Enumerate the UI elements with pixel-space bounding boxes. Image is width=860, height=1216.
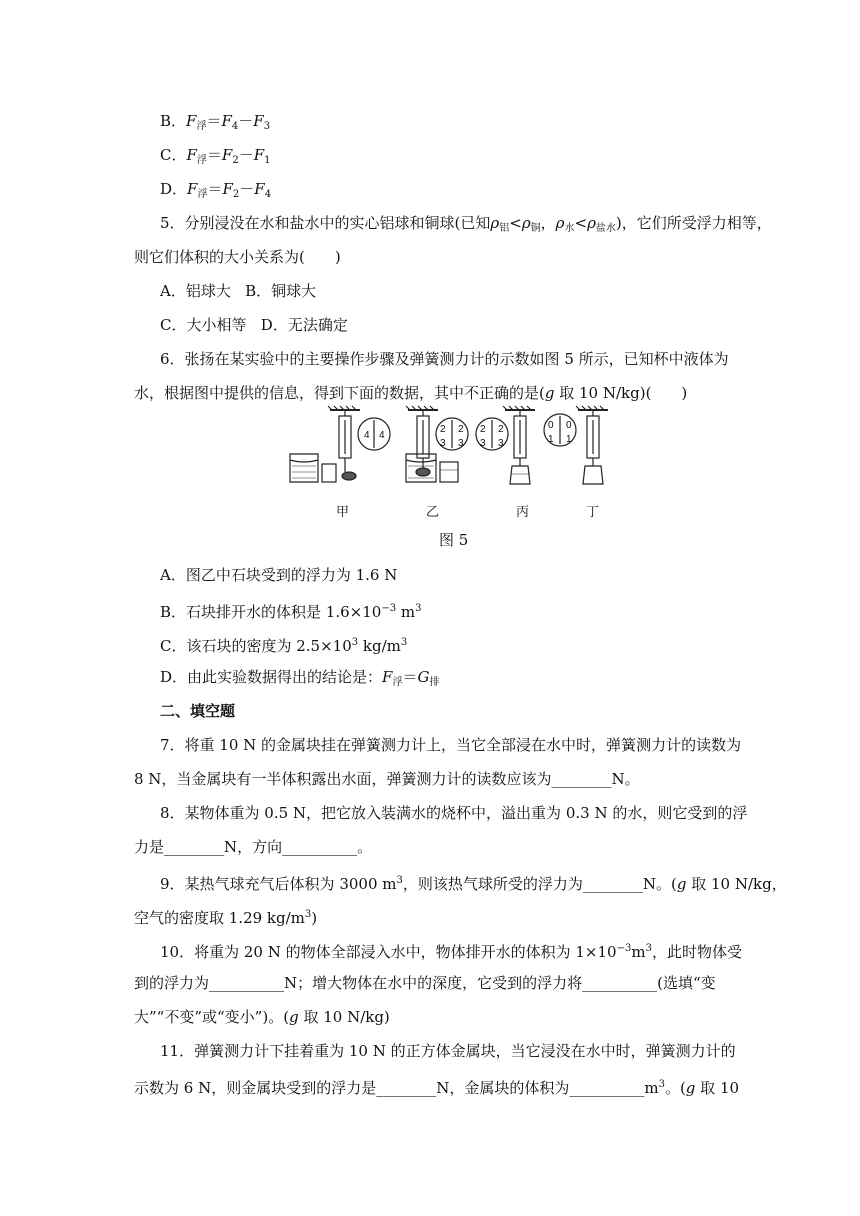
- q6-stem-line2: 水，根据图中提供的信息，得到下面的数据，其中不正确的是(g 取 10 N/kg)( ): [134, 384, 688, 402]
- q4-option-b: B．$F_浮=F_4-F_3$: [160, 112, 271, 132]
- q5-stem-line2: 则它们体积的大小关系为( ): [134, 248, 341, 266]
- q10-stem-line2: 到的浮力为__________N；增大物体在水中的深度，它受到的浮力将__________(选填“变: [134, 974, 716, 992]
- q10-stem-line3: 大”“不变”或“变小”)。(g 取 10 N/kg): [134, 1008, 390, 1026]
- dial-number: 0: [548, 420, 554, 431]
- q6-option-c: C．该石块的密度为 $2.5\times 10^3$ $kg/m^3$: [160, 637, 408, 655]
- q5-options-ab: A．铝球大 B．铜球大: [160, 282, 317, 300]
- dial-number: 2: [458, 424, 464, 435]
- q11-stem-line1: 11．弹簧测力计下挂着重为 10 N 的正方体金属块，当它浸没在水中时，弹簧测力计的: [160, 1042, 736, 1060]
- dial-number: 2: [480, 424, 486, 435]
- q6-stem-line1: 6．张扬在某实验中的主要操作步骤及弹簧测力计的示数如图 5 所示，已知杯中液体为: [160, 350, 729, 368]
- dial-number: 1: [548, 434, 554, 445]
- section-heading-fill-in: 二、填空题: [160, 702, 236, 720]
- dial-number: 4: [364, 430, 370, 441]
- figure-caption: 图 5: [439, 531, 469, 549]
- q9-stem-line2: 空气的密度取 1.29 $kg/m^3$): [134, 909, 318, 927]
- figure-label-yi: 乙: [426, 505, 440, 520]
- q4-option-c: C．$F_浮=F_2-F_1$: [160, 146, 271, 166]
- q4-option-d: D．$F_浮=F_2-F_4$: [160, 180, 272, 200]
- dial-number: 0: [566, 420, 572, 431]
- figure-label-jia: 甲: [336, 505, 350, 520]
- figure-panel-ding: [544, 406, 608, 484]
- dial-number: 3: [498, 438, 504, 449]
- q7-stem-line1: 7．将重 10 N 的金属块挂在弹簧测力计上，当它全部浸在水中时，弹簧测力计的读数为: [160, 736, 742, 754]
- q5-stem-line1: 5．分别浸没在水和盐水中的实心铝球和铜球(已知$\rho_铝<\rho_铜$，$\rho_水<\rho_{盐水}$)，它们所受浮力相等，: [160, 214, 772, 234]
- q11-stem-line2: 示数为 6 N，则金属块受到的浮力是________N，金属块的体积为$\_\_\_\_\_\_\_\_\_\_m^3$。(g 取 10: [134, 1079, 740, 1097]
- q8-stem-line1: 8．某物体重为 0.5 N，把它放入装满水的烧杯中，溢出重为 0.3 N 的水，则它受到的浮: [160, 804, 748, 822]
- dial-number: 2: [498, 424, 504, 435]
- q5-options-cd: C．大小相等 D．无法确定: [160, 316, 348, 334]
- dial-number: 1: [566, 434, 572, 445]
- figure-label-bing: 丙: [516, 505, 530, 520]
- figure-panel-jia: [290, 406, 390, 482]
- dial-number: 2: [440, 424, 446, 435]
- dial-number: 3: [440, 438, 446, 449]
- dial-number: 4: [379, 430, 385, 441]
- q6-option-d: D．由此实验数据得出的结论是：$F_浮=G_排$: [160, 668, 440, 688]
- figure-5-diagram: [280, 404, 610, 524]
- q10-stem-line1: 10．将重为 20 N 的物体全部浸入水中，物体排开水的体积为 $1\times 10^{-3}m^3$，此时物体受: [160, 943, 742, 961]
- q6-option-b: B．石块排开水的体积是 $1.6\times 10^{-3}$ $m^3$: [160, 603, 422, 621]
- figure-label-ding: 丁: [586, 505, 600, 520]
- q6-option-a: A．图乙中石块受到的浮力为 1.6 N: [160, 566, 398, 584]
- dial-number: 3: [458, 438, 464, 449]
- dial-number: 3: [480, 438, 486, 449]
- q9-stem-line1: 9．某热气球充气后体积为 3000 $m^3$，则该热气球所受的浮力为________N。(g 取 10 N/kg，: [160, 875, 787, 893]
- q7-stem-line2: 8 N，当金属块有一半体积露出水面，弹簧测力计的读数应该为________N。: [134, 770, 640, 788]
- q8-stem-line2: 力是________N，方向__________。: [134, 838, 373, 856]
